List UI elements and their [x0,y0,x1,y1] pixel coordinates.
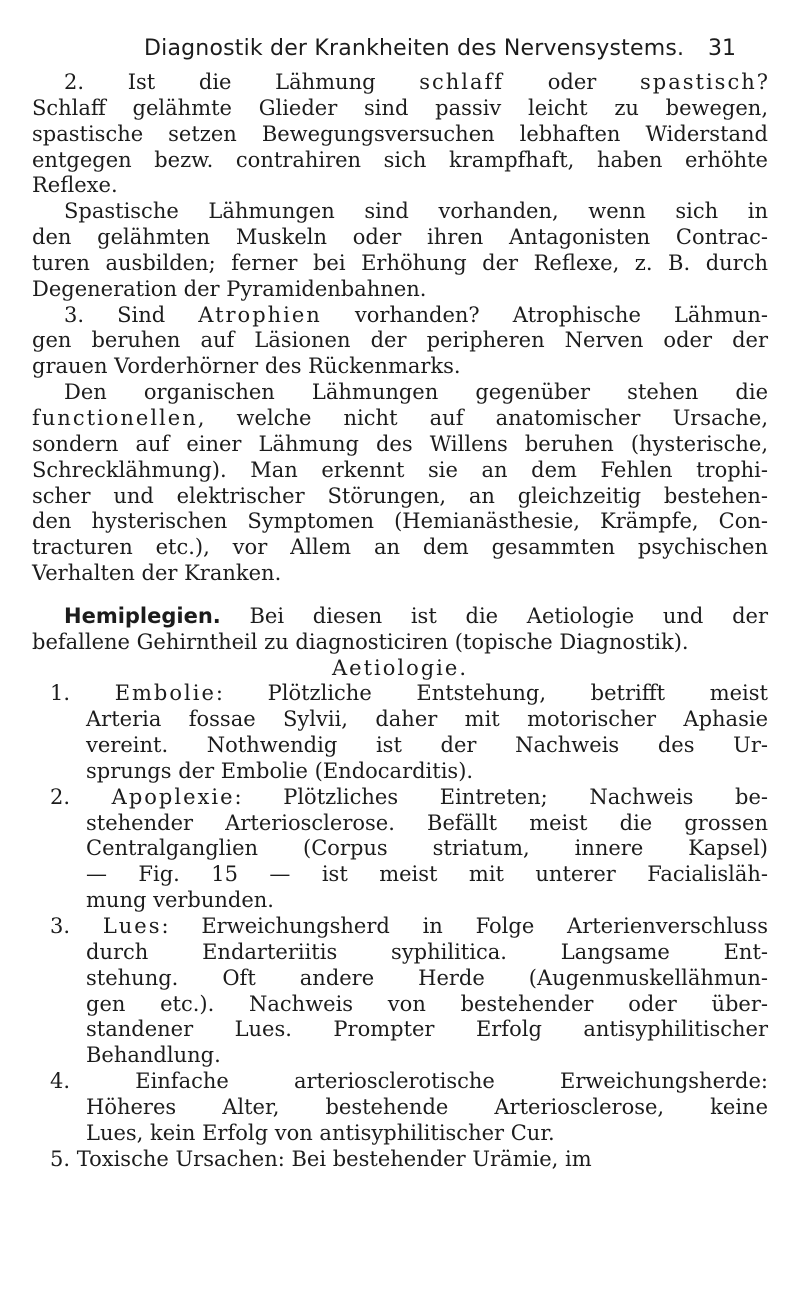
spaced-term: Lues [102,914,162,938]
list-item-line: gen etc.). Nachweis von bestehender oder über- [86,991,768,1016]
spaced-term: Aetiologie. [331,655,468,680]
list-item-line: vereint. Nothwendig ist der Nachweis des Ur- [86,733,768,758]
aetiologie-heading [32,656,768,682]
paragraph-line: Degeneration der Pyramidenbahnen. [32,276,427,301]
text-run: 3. Sind [64,302,199,327]
spaced-term: Atrophien [198,302,322,327]
list-item-4 [32,1069,768,1095]
list-item-line: mung verbunden. [86,888,274,913]
paragraph-line [32,406,768,432]
list-item-line: sprungs der Embolie (Endocarditis). [86,758,474,783]
paragraph-line: den hysterischen Symptomen (Hemianästhesie, Krämpfe, Con- [32,509,768,534]
paragraph-line: befallene Gehirntheil zu diagnosticiren (topische Diagnostik). [32,629,689,654]
spaced-term: Embolie [114,681,216,706]
list-item-line: stehender Arteriosclerose. Befällt meist die grossen [86,810,768,835]
spaced-term: Apoplexie [111,784,235,809]
list-item-line: Arteria fossae Sylvii, daher mit motorischer Aphasie [86,707,768,732]
paragraph-line [32,303,768,329]
text-run: ? [756,70,769,94]
page-number: 31 [708,36,736,61]
paragraph-line: grauen Vorderhörner des Rückenmarks. [32,354,461,379]
paragraph-line: sondern auf einer Lähmung des Willens beruhen (hysterische, [32,431,768,456]
hemiplegien-line [32,604,768,630]
spacer [32,587,768,604]
spaced-term: spastisch [640,70,757,94]
spaced-term: functionellen [32,405,198,430]
list-item-2 [32,785,768,811]
list-number: 3. [50,914,103,938]
text-run: , welche nicht auf anatomischer Ursache, [197,405,768,430]
list-number: 2. [50,784,112,809]
spaced-term: schlaff [419,70,505,94]
text-run: : Plötzliche Entstehung, betrifft meist [215,681,768,706]
paragraph-line [32,70,768,96]
text-run: vorhanden? Atrophische Lähmun- [321,302,768,327]
page-body [32,70,768,1172]
list-item-line: Lues, kein Erfolg von antisyphilitischer Cur. [86,1120,555,1145]
paragraph-line: spastische setzen Bewegungsversuchen lebhaften Widerstand [32,121,768,146]
list-number: 4. [50,1069,136,1094]
list-item-line: stehung. Oft andere Herde (Augenmuskellähmun- [86,965,768,990]
running-header [86,36,736,72]
list-item-line: standener Lues. Prompter Erfolg antisyphilitischer [86,1017,768,1042]
text-run: oder [504,70,640,94]
list-number: 1. [50,681,115,706]
text-run: 2. Ist die Lähmung [64,70,420,94]
text-run: : Plötzliches Eintreten; Nachweis be- [234,784,768,809]
paragraph-line: Verhalten der Kranken. [32,561,282,586]
list-item-line: Centralganglien (Corpus striatum, innere Kapsel) [86,836,768,861]
paragraph-line: Spastische Lähmungen sind vorhanden, wenn sich in [64,199,768,224]
list-number: 5. [50,1146,77,1171]
paragraph-line: tracturen etc.), vor Allem an dem gesammten psychischen [32,535,768,560]
paragraph-line: turen ausbilden; ferner bei Erhöhung der Reflexe, z. B. durch [32,250,768,275]
paragraph-line: Schlaff gelähmte Glieder sind passiv leicht zu bewegen, [32,95,768,120]
list-item-5 [32,1147,768,1173]
paragraph-line: gen beruhen auf Läsionen der peripheren Nerven oder der [32,328,768,353]
paragraph-line: Schrecklähmung). Man erkennt sie an dem Fehlen trophi- [32,457,768,482]
list-item-line: durch Endarteriitis syphilitica. Langsame Ent- [86,939,768,964]
list-item-1 [32,681,768,707]
text-run: : Erweichungsherd in Folge Arterienverschluss [161,914,768,938]
paragraph-line: den gelähmten Muskeln oder ihren Antagonisten Contrac- [32,225,768,250]
paragraph-line: Den organischen Lähmungen gegenüber stehen die [64,380,768,405]
text-run: Toxische Ursachen: Bei bestehender Urämie, im [76,1146,592,1171]
paragraph-line: entgegen bezw. contrahiren sich krampfhaft, haben erhöhte [32,147,768,172]
paragraph-line: scher und elektrischer Störungen, an gleichzeitig bestehen- [32,483,768,508]
text-run: Bei diesen ist die Aetiologie und der [220,603,768,628]
list-item-line: Behandlung. [86,1043,221,1068]
list-item-line: — Fig. 15 — ist meist mit unterer Facialisläh- [86,862,768,887]
list-item-3 [32,914,768,940]
section-heading: Hemiplegien. [64,603,221,628]
list-item-line: Höheres Alter, bestehende Arteriosclerose, keine [86,1094,768,1119]
text-run: Einfache arteriosclerotische Erweichungsherde: [135,1069,768,1094]
header-title: Diagnostik der Krankheiten des Nervensystems. [144,36,685,61]
paragraph-line: Reflexe. [32,173,118,198]
